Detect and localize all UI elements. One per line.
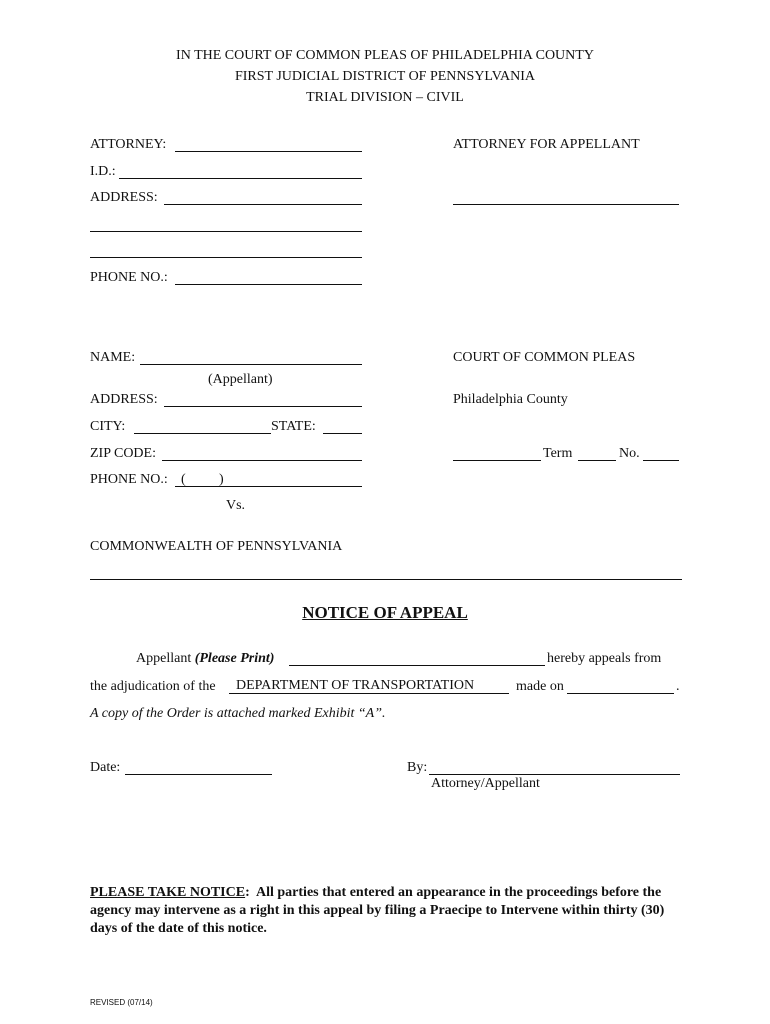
court-header-line-3: TRIAL DIVISION – CIVIL [306,90,464,105]
appellant-caption: (Appellant) [208,372,273,387]
period: . [676,679,680,694]
appellant-address-field[interactable] [164,406,362,407]
date-label: Date: [90,760,121,775]
appellant-name-label: NAME: [90,350,136,365]
attorney-address-field-3[interactable] [90,257,362,258]
department-underline [229,693,509,694]
term-field[interactable] [453,460,541,461]
take-notice-paragraph [90,884,690,938]
term-label: Term [543,446,573,461]
exhibit-note: A copy of the Order is attached marked Exhibit “A”. [90,706,386,721]
attorney-address-field-2[interactable] [90,231,362,232]
adjudication-prefix: the adjudication of the [90,679,216,694]
attorney-id-label: I.D.: [90,164,116,179]
appellant-zip-label: ZIP CODE: [90,446,156,461]
appellant-phone-field[interactable] [175,486,362,487]
appellant-zip-field[interactable] [162,460,362,461]
appeals-from-text: hereby appeals from [547,651,662,666]
by-label: By: [407,760,428,775]
court-header-line-2: FIRST JUDICIAL DISTRICT OF PENNSYLVANIA [234,69,535,84]
attorney-field[interactable] [175,151,362,152]
appellant-city-field[interactable] [134,433,271,434]
appellant-word: Appellant [136,651,192,666]
court-name: COURT OF COMMON PLEAS [453,350,636,365]
made-on-text: made on [516,679,564,694]
appellant-print-name-field[interactable] [289,665,545,666]
case-no-field[interactable] [643,460,679,461]
versus-label: Vs. [226,498,246,513]
please-print: (Please Print) [194,651,275,666]
term-number-field[interactable] [578,460,616,461]
appellant-phone-label: PHONE NO.: [90,472,168,487]
take-notice-heading: PLEASE TAKE NOTICE [90,885,246,900]
take-notice-colon: : [245,885,250,900]
appellant-state-field[interactable] [323,433,362,434]
made-on-date-field[interactable] [567,693,674,694]
attorney-address-label: ADDRESS: [90,190,158,205]
attorney-address-field-1[interactable] [164,204,362,205]
appellant-city-label: CITY: [90,419,126,434]
date-field[interactable] [125,774,272,775]
section-divider [90,579,682,580]
revision-stamp: REVISED (07/14) [90,998,153,1007]
take-notice-body: All parties that entered an appearance in the proceedings before the agency may intervene as a right in this appeal by filing a Praecipe to Intervene within thirty (30) days of the date of this notice. [90,885,665,936]
appellant-state-label: STATE: [271,419,316,434]
respondent-name: COMMONWEALTH OF PENNSYLVANIA [90,539,343,554]
attorney-for-appellant: ATTORNEY FOR APPELLANT [453,137,640,152]
appellant-text [136,651,274,667]
attorney-for-appellant-field[interactable] [453,204,679,205]
attorney-phone-field[interactable] [175,284,362,285]
appellant-name-field[interactable] [140,364,362,365]
signature-caption: Attorney/Appellant [431,776,540,791]
phone-paren-open: ( [181,472,186,487]
phone-paren-close: ) [219,472,224,487]
appellant-address-label: ADDRESS: [90,392,158,407]
attorney-id-field[interactable] [119,178,362,179]
department-name: DEPARTMENT OF TRANSPORTATION [236,678,475,693]
notice-title: NOTICE OF APPEAL [302,603,468,622]
case-no-label: No. [619,446,640,461]
court-header-line-1: IN THE COURT OF COMMON PLEAS OF PHILADELPHIA COUNTY [176,48,594,63]
signature-field[interactable] [429,774,680,775]
attorney-label: ATTORNEY: [90,137,167,152]
attorney-phone-label: PHONE NO.: [90,270,168,285]
court-county: Philadelphia County [453,392,568,407]
